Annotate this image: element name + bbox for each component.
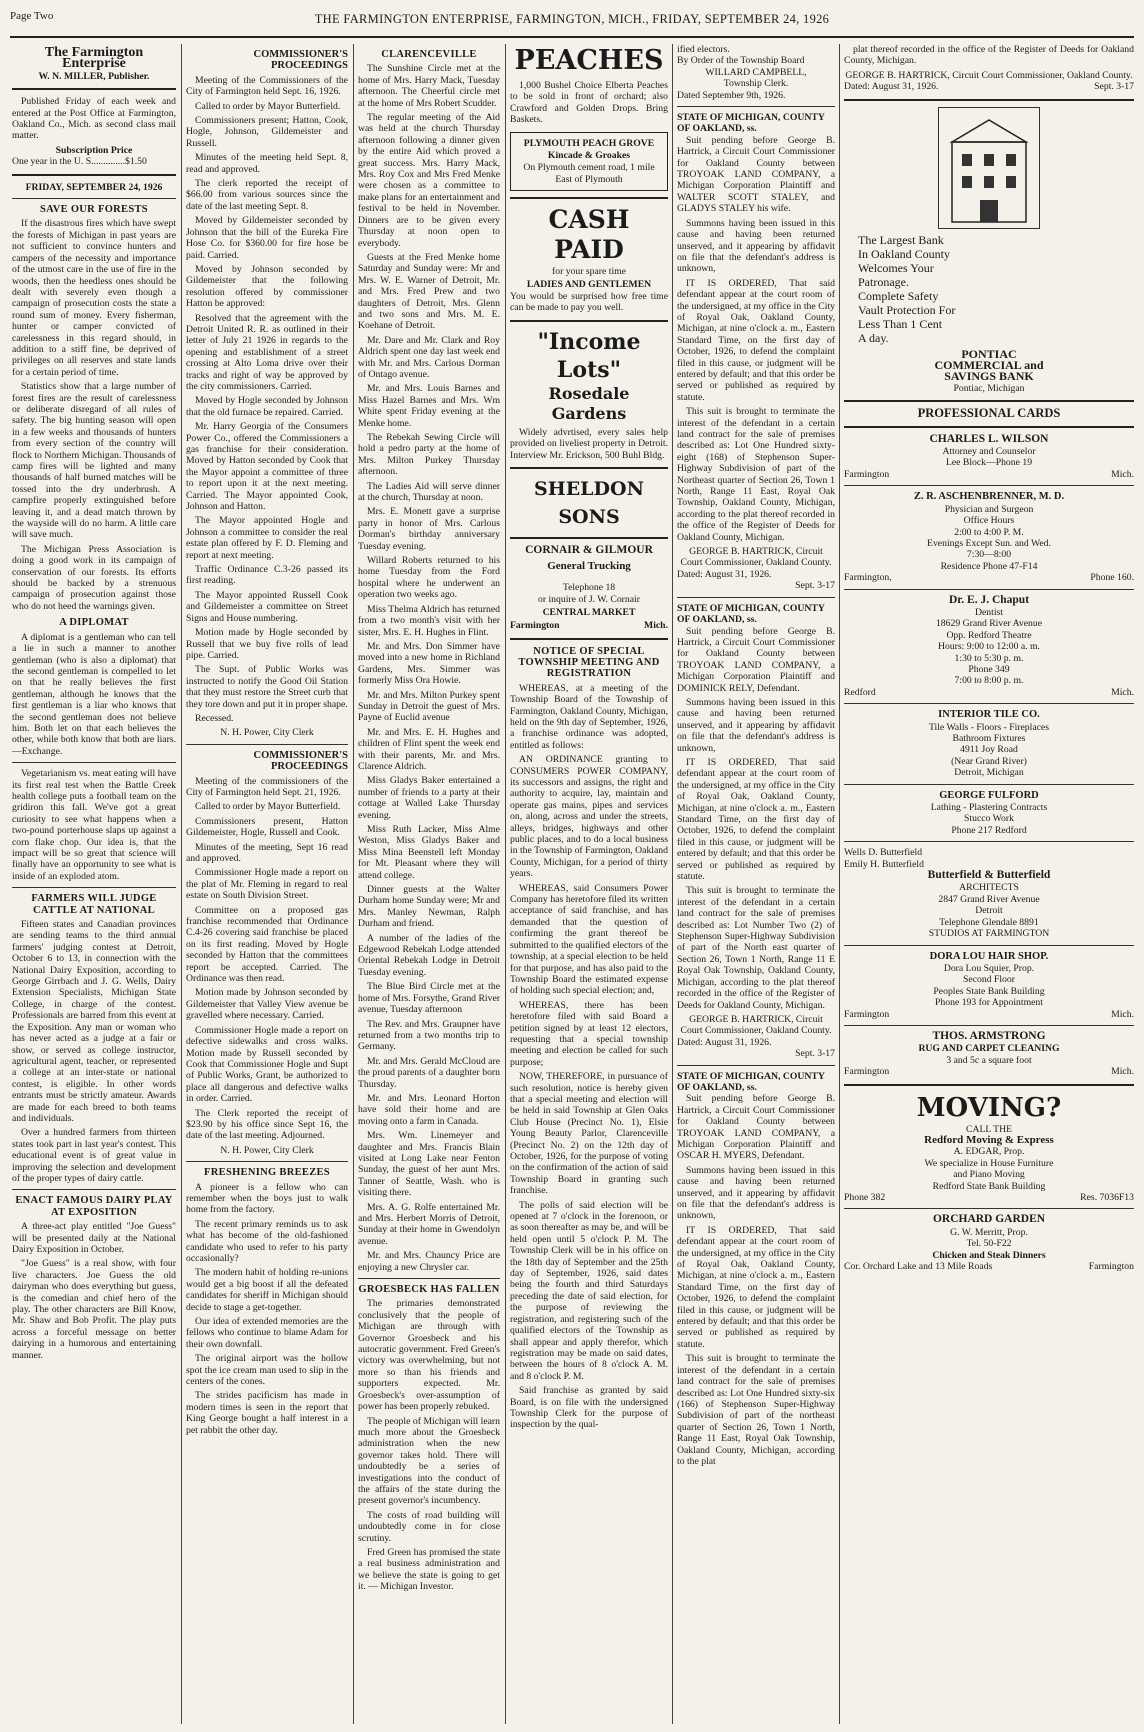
article-paragraph: Mr. and Mrs. Louis Barnes and Miss Hazel Barnes and Mrs. Wm White spent Friday evening at the Menke home. [358,383,500,429]
article-paragraph: Our idea of extended memories are the fellows who continue to blame Adam for their own downfall. [186,1316,348,1350]
article-paragraph: A diplomat is a gentleman who can tell a lie in such a manner to another gentleman (who is also a diplomat) that the second gentleman is compelled to let on that he really believes the first gentleman, although he knows that the first gentleman is a liar who knows that the second gentleman does not believe him. Both let on that each believes the other, while both know that both are liars.—Exchange. [12,631,176,757]
article-paragraph: The Ladies Aid will serve dinner at the church, Thursday at noon. [358,480,500,504]
card-name: Z. R. ASCHENBRENNER, M. D. [913,491,1065,503]
legal-date: Dated: August 31, 1926. [844,81,939,93]
card-line: Dentist [975,606,1003,618]
card-fulford [844,790,1134,837]
card-aschenbrenner [844,491,1134,583]
sheldon-sons-ad: SHELDON SONS [534,478,644,529]
cash-ad-title: CASH PAID [548,205,630,265]
column-rule [181,44,182,1724]
card-line: Emily H. Butterfield [844,858,924,870]
card-line: 2:00 to 4:00 P. M. [954,526,1024,538]
article-paragraph: Statistics show that a large number of forest fires are the result of carelessness or deliberate disregard of all rules of safety. The big hunting season will open in a few weeks and thousands of hunters from every section of the country will flock to Northern Michigan. Thousands of camp fires will be lighted and many thousands of half burned matches will be tossed into the dry underbrush. A campfire properly extinguished before leaving it, and a dead match thrown by the wayside will do no harm. A little care will save much. [12,381,176,541]
card-line: STUDIOS AT FARMINGTON [928,928,1050,940]
bank-line: Welcomes Your [858,260,934,275]
article-paragraph: The Rev. and Mrs. Graupner have returned from a two months trip to Germany. [358,1018,500,1053]
article-paragraph: The Mayor appointed Russell Cook and Gildemeister a committee on Street Signs and House numbering. [186,589,348,624]
card-line: Phone 193 for Appointment [935,997,1043,1009]
article-paragraph: The polls of said election will be opened at 7 o'clock in the forenoon, or as soon thereafter as may be, and will be held open until 5 o'clock P. M. The Township Clerk will be in his office on the 18th day of September and the 25th day of September, 1926, said dates being the fourth and third Saturdays preceding the date of said election, for the purpose of reviewing the registration, and registering such of the qualified electors of the Township as shall appear and apply therefor, which registration may be made on said dates, between the hours of 8 o'clock A. M. and 8 o'clock P. M. [510,1199,668,1382]
article-paragraph: Mrs. A. G. Rolfe entertained Mr. and Mrs. Herbert Morris of Detroit, Sunday at their home in Gwendolyn avenue. [358,1201,500,1247]
article-paragraph: Willard Roberts returned to his home Tuesday from the Ford hospital where he underwent an operation two weeks ago. [358,555,500,601]
article-paragraph: The modern habit of holding re-unions would get a big boost if all the defeated candidates for sheriff in Michigan should decide to stage a get-together. [186,1267,348,1313]
column-rule [505,44,506,1724]
article-paragraph: Recessed. [195,712,234,724]
bank-name: SAVINGS BANK [944,369,1034,384]
article-paragraph: A three-act play entitled "Joe Guess" will be presented daily at the National Dairy Exposition in October. [12,1221,176,1255]
legal-notice-head: STATE OF MICHIGAN, COUNTY OF OAKLAND, ss. [677,602,825,626]
card-address: Cor. Orchard Lake and 13 Mile Roads [844,1261,993,1273]
article-paragraph: Commissioners present; Hatton, Cook, Hogle, Johnson, Gildemeister and Russell. [186,115,348,149]
article-paragraph: The clerk reported the receipt of $66.00 from various sources since the date of the last meeting Sept. 8. [186,178,348,212]
card-line: Office Hours [963,515,1015,527]
article-paragraph: This suit is brought to terminate the interest of the defendant in a certain land contract for the sale of premises described as: Lot One Hundred sixty-six (166) of Stephenson Super-Highway Subdivision of part of the northeast quarter of Section 26, Town 1 North, Range 11 East, Royal Oak Township, Oakland County, Michigan, according to the plat [677,1353,835,1467]
article-paragraph: Mr. and Mrs. Don Simmer have moved into a new home in Richland Gardens, Mrs. Simmer was formerly Miss Ora Howie. [358,640,500,687]
card-moving [844,1092,1134,1204]
article-paragraph: Mr. and Mrs. Leonard Horton have sold their home and are moving onto a farm in Canada. [358,1092,500,1127]
card-state: Mich. [1111,686,1134,698]
article-paragraph: Resolved that the agreement with the Detroit United R. R. as outlined in their letter of July 21 1926 in regards to the opening and establishment of a street crossing at Alto Loma drive over their tracks and right of way be approved by the city commissioners. Carried. [186,312,348,392]
card-line: Tel. 50-F22 [966,1238,1012,1250]
signature: N. H. Power, City Clerk [220,1144,314,1156]
article-paragraph: Fifteen states and Canadian provinces are sending teams to the third annual farmers' judging contest at Detroit, October 6 to 13, in connection with the National Dairy Exposition, according to George Girrbach and J. G. Wells, Dairy Extension Specialists, Michigan State College, in charge of the contest. Professionals are barred from this event at the Exposition. Any man or woman who has never acted as a judge at a fair or show, or served as college instructor, agricultural agent, teacher, or represented a college at an inter-state or national contest, is eligible. In other words entrants must be strictly amateur. Awards are made for each breed to both teams and individuals. [12,919,176,1124]
article-paragraph: This suit is brought to terminate the interest of the defendant in a certain land contract for the sale of premises described as: Lot Number Two (2) of Stephenson Super-Highway Subdivision of part of the North east quarter of Section 26, Town 1 North, Range 11 E Royal Oak Township, Oakland County, Michigan, according to the plat thereof recorded in the office of the Register of Deeds for Oakland County, Michigan. [677,885,835,1011]
trucking-inquire: or inquire of J. W. Cornair [538,594,640,606]
article-paragraph: WHEREAS, there has been heretofore filed with said Board a petition signed by at least 12 electors, requesting that a special township meeting and election be called for such purpose; [510,999,668,1068]
legal-signature: GEORGE B. HARTRICK, Circuit Court Commissioner, Oakland County. [845,69,1133,81]
article-paragraph: The recent primary reminds us to ask what has become of the old-fashioned candidate who used to refer to his party occasionally? [186,1218,348,1264]
card-line: Tile Walls - Floors - Fireplaces [928,721,1050,733]
card-city: Farmington, [844,572,892,584]
bank-ad-text [844,233,1134,345]
article-headline: NOTICE OF SPECIAL TOWNSHIP MEETING AND REGISTRATION [518,645,660,680]
article-paragraph: Mr. Dare and Mr. Clark and Roy Aldrich spent one day last week end with Mr. and Mrs. Carlous Dorman of Ontago avenue. [358,334,500,380]
notice-order: By Order of the Township Board [677,55,805,67]
card-wilson [844,434,1134,481]
card-name: THOS. ARMSTRONG [932,1029,1046,1042]
clerk-signature: WILLARD CAMPBELL, [705,66,807,78]
article-paragraph: Suit pending before George B. Hartrick, a Circuit Court Commissioner for Oakland County between TROYOAK LAND COMPANY, a Michigan Corporation Plaintiff and WALTER SCOTT STALEY, and GLADYS STALEY his wife. [677,134,835,215]
column-6 [844,44,1134,1724]
article-paragraph: Minutes of the meeting held Sept. 8, read and approved. [186,152,348,175]
card-phone: Phone 382 [844,1192,886,1203]
card-location [844,469,1134,480]
card-city: Farmington [844,1066,890,1078]
issue-date: FRIDAY, SEPTEMBER 24, 1926 [25,181,163,193]
article-paragraph: Suit pending before George B. Hartrick, a Circuit Court Commissioner for Oakland County between TROYOAK LAND COMPANY, a Michigan Corporation Plaintiff and OSCAR H. MYERS, Defendant. [677,1093,835,1162]
card-line: Second Floor [963,974,1015,986]
trucking-market: CENTRAL MARKET [542,606,636,618]
notice-continued: ified electors. [677,44,730,55]
column-rule [839,44,840,1724]
bank-line: Vault Protection For [858,302,956,317]
card-line: (Near Grand River) [951,755,1027,767]
card-line: Telephone Glendale 8891 [939,916,1039,928]
article-paragraph: This suit is brought to terminate the interest of the defendant in a certain land contract for the sale of premises described as: Lot One Hundred sixty-eight (168) of Stephenson Super-Highway Subdivision of part of the Northeast quarter of Section 26, Town 1 North, Range 11 East, Royal Oak Township, Oakland County, Michigan, according to the plat thereof recorded in the office of the Register of Deeds for Oakland County, Michigan. [677,406,835,543]
peaches-ad-body: 1,000 Bushel Choice Elberta Peaches to be sold in front of orchard; also Crawford and Golden Drops. Bring Baskets. [510,80,668,126]
cash-ad-line: for your spare time [552,266,626,278]
article-paragraph: Commissioner Hogle made a report on defective sidewalks and cross walks. Motion made by Russell seconded by Cook that Commissioner Hogle and Supt of Public Works, Grant, be authorized to place all dangerous and defective walks in order. Carried. [186,1024,348,1105]
subscription-price: One year in the U. S..............$1.50 [12,156,147,168]
card-name: DORA LOU HAIR SHOP. [929,950,1049,962]
clerk-title: Township Clerk. [723,78,789,90]
article-paragraph: The Sunshine Circle met at the home of Mrs. Harry Mack, Tuesday afternoon. The Cheerful circle met at the home of Mrs Robert Scudder. [358,63,500,109]
card-line: Peoples State Bank Building [933,985,1045,997]
card-line: Phone 217 Redford [951,824,1027,836]
article-paragraph: Mr. and Mrs. Chauncy Price are enjoying a new Chrysler car. [358,1250,500,1273]
bank-city: Pontiac, Michigan [953,382,1025,394]
legal-ref: Sept. 3-17 [795,1048,835,1060]
article-paragraph: WHEREAS, said Consumers Power Company has heretofore filed its written acceptance of said franchise, and has demanded that the question of confirming the grant thereof be submitted to the qualified electors of the township, at a special election to be held for that purpose, and has also paid to the Township Board the estimated expense of holding such special election; and, [510,882,668,997]
income-lots-body: Widely advrtised, every sales help provided on liveliest property in Detroit. Interview Mr. Erickson, 500 Buhl Bldg. [510,426,668,461]
card-line: Dora Lou Squier, Prop. [943,962,1035,974]
card-line: G. W. Merritt, Prop. [950,1226,1028,1238]
column-rule [353,44,354,1724]
article-paragraph: IT IS ORDERED, That said defendant appear at the court room of the undersigned, at my office in the City of Royal Oak, Oakland County, Michigan, at nine o'clock a. m., Eastern Standard Time, on the first day of October, 1926, to defend the complaint filed in this cause, or judgment will be entered by default; and that this order be served or published as required by statute. [677,277,835,403]
card-line: Physician and Surgeon [944,503,1034,515]
card-line: Redford Moving & Express [924,1133,1054,1146]
card-line: Lee Block—Phone 19 [945,457,1033,469]
article-paragraph: Called to order by Mayor Butterfield. [195,100,341,112]
peach-grove-ad [510,132,668,192]
legal-signature: GEORGE B. HARTRICK, Circuit Court Commissioner, Oakland County. [680,546,832,569]
article-paragraph: If the disastrous fires which have swept the forests of Michigan in past years are not sufficient to convince hunters and campers of the necessity and importance of the utmost care in the use of fire in the woods, then the heedless ones should be dealt with severely even though a campaign of prosecution costs the state a round sum of money. Every fisherman, hunter or camper convicted of carelessness in this regard should, in addition to a stiff fine, be deprived of privileges on all reserves and state lands for a certain period of time. [12,218,176,378]
column-3 [358,44,500,1724]
bank-line: In Oakland County [858,246,950,261]
article-paragraph: The primaries demonstrated conclusively that the people of Michigan are through with Governor Groesbeck and his autocratic government. Fred Green's victory was overwhelming, but not more so than his friends and supporters expected. Mr. Groesbeck's over-assumption of power has been properly rebuked. [358,1298,500,1413]
article-paragraph: The Supt. of Public Works was instructed to notify the Good Oil Station that they must restore the Street curb that they tore down and put it in proper shape. [186,664,348,710]
trucking-label: General Trucking [547,559,631,572]
card-dora-lou [844,951,1134,1020]
card-location [844,1009,1134,1020]
legal-date: Dated: August 31, 1926. [677,568,772,580]
article-paragraph: Committee on a proposed gas franchise recommended that Ordinance C.4-26 covering said franchise be placed on its first reading. Moved by Hogle seconded by Hatton that the committees report be accepted. Carried. The Ordinance was then read. [186,904,348,985]
article-paragraph: The Rebekah Sewing Circle will hold a pedro party at the home of Mrs. Milton Purkey Thursday afternoon. [358,432,500,478]
page-number: Page Two [10,10,54,22]
column-rule [672,44,673,1724]
bank-name: COMMERCIAL and [934,358,1044,373]
article-paragraph: "Joe Guess" is a real show, with four live characters. Joe Guess the old dairyman who does everything but guess, is the comedian and chief hero of the play. The other characters are Bill Know, Mr. Shaw and Bob Profit. The play puts across a forceful message on better dairying in a humorous and entertaining manner. [12,1258,176,1361]
income-lots-title: "Income Lots" [537,328,641,383]
article-paragraph: Meeting of the Commissioners of the City of Farmington held Sept. 16, 1926. [186,74,348,98]
article-paragraph: The Mayor appointed Hogle and Johnson a committee to consider the real estate plan offered by F. D. Fleming and report at next meeting. [186,515,348,561]
article-paragraph: Moved by Hogle seconded by Johnson that the old furnace be repaired. Carried. [186,395,348,418]
card-line: Chicken and Steak Dinners [932,1249,1046,1261]
card-phone: Res. 7036F13 [1080,1192,1134,1203]
card-line: Lathing - Plastering Contracts [930,802,1048,814]
card-name: CHARLES L. WILSON [929,432,1049,445]
card-line: 7:00 to 8:00 p. m. [954,675,1024,687]
article-headline: CLARENCEVILLE [381,49,477,60]
cash-ad-line: You would be surprised how free time can be made to pay you well. [510,291,668,314]
card-line: We specialize in House Furniture [924,1157,1054,1169]
article-paragraph: The strides pacificism has made in modern times is seen in the report that King George bought a half interest in a pet rabbit the other day. [186,1390,348,1436]
cash-ad-line: LADIES AND GENTLEMEN [526,278,652,290]
bank-line: Less Than 1 Cent [858,316,943,331]
trucking-city: Farmington [510,620,560,632]
article-paragraph: Said franchise as granted by said Board, is on file with the undersigned Township Clerk for the purpose of inspection by the qual- [510,1385,668,1431]
card-state: Mich. [1111,1008,1134,1020]
column-1 [12,44,176,1724]
card-line: 2847 Grand River Avenue [938,893,1040,905]
card-orchard-garden [844,1214,1134,1272]
card-line: Hours: 9:00 to 12:00 a. m. [938,641,1040,653]
article-headline: A DIPLOMAT [59,617,129,629]
legal-ref: Sept. 3-17 [1094,81,1134,93]
card-line: RUG AND CARPET CLEANING [918,1043,1060,1055]
article-headline: GROESBECK HAS FALLEN [358,1284,500,1296]
article-paragraph: Traffic Ordinance C.3-26 passed its first reading. [186,564,348,587]
column-2 [186,44,348,1724]
bank-line: Complete Safety [858,288,939,303]
article-paragraph: Meeting of the commissioners of the City of Farmington held Sept. 21, 1926. [186,775,348,798]
card-line: Bathroom Fixtures [952,733,1026,744]
card-line: 1:30 to 5:30 p. m. [954,652,1024,664]
article-paragraph: Miss Ruth Lacker, Miss Alme Weston, Miss Gladys Baker and Miss Mina Beenstell left Monday for Mt. Pleasant where they will attend college. [358,824,500,881]
article-paragraph: Mr. and Mrs. Milton Purkey spent Sunday in Detroit the guest of Mrs. Payne of Euclid avenue [358,689,500,724]
article-paragraph: A pioneer is a fellow who can remember when the boys just to walk home from the factory. [186,1181,348,1216]
card-line: Redford State Bank Building [932,1180,1046,1192]
article-paragraph: Mr. and Mrs. Gerald McCloud are the proud parents of a daughter born Thursday. [358,1055,500,1090]
article-paragraph: Motion made by Hogle seconded by Russell that we buy five rolls of lead pipe. Carried. [186,627,348,661]
article-paragraph: NOW, THEREFORE, in pursuance of such resolution, notice is hereby given that a special meeting and election will be held in said Township at Glen Oaks Club House (Precinct No. 1), Elsie Young Beauty Parlor, Clarenceville (Precinct No. 2) on the 12th day of October, 1926, for the purpose of voting on the confirmation of the action of said Township Board in granting such franchise. [510,1071,668,1197]
legal-date-row [844,81,1134,92]
article-paragraph: Mr. Harry Georgia of the Consumers Power Co., offered the Commissioners a gas franchise for their consideration. Moved by Hatton seconded by Cook that the Mayor appoint a committee of three to report upon it at the next meeting. Carried. The Mayor appointed Cook, Johnson and Hatton. [186,421,348,513]
card-line: Phone 349 [968,663,1010,675]
subscription-label: Subscription Price [55,144,133,156]
card-state: Mich. [1111,468,1134,480]
card-phones [844,1192,1134,1203]
professional-cards-heading: PROFESSIONAL CARDS [917,406,1061,421]
card-location [844,1066,1134,1077]
article-paragraph: Mrs. E. Monett gave a surprise party in honor of Mrs. Carlous Dorman's birthday anniversary Tuesday evening. [358,506,500,552]
page-masthead [10,6,1134,38]
masthead-title: THE FARMINGTON ENTERPRISE, FARMINGTON, MICH., FRIDAY, SEPTEMBER 24, 1926 [314,12,830,26]
article-paragraph: The original airport was the hollow spot the ice cream man used to slip in the centers of the cones. [186,1353,348,1388]
article-paragraph: Commissioners present, Hatton Gildemeister, Hogle, Russell and Cook. [186,815,348,839]
card-armstrong [844,1031,1134,1078]
notice-date: Dated September 9th, 1926. [677,89,786,101]
column-5 [677,44,835,1724]
trucking-location [510,620,668,631]
card-line: 7:30—8:00 [966,549,1012,561]
peach-grove-location: On Plymouth cement road, 1 mile East of Plymouth [523,162,655,185]
card-location [844,572,1134,583]
article-paragraph: IT IS ORDERED, That said defendant appear at the court room of the undersigned, at my office in the City of Royal Oak, Oakland County, Michigan, at nine o'clock a. m., Eastern Standard Time, on the first day of October, 1926, to defend the complaint filed in this cause, or judgment will be entered by default; and that this order be served or published as required by statute. [677,756,835,883]
article-paragraph: The regular meeting of the Aid was held at the church Thursday afternoon following a dinner given by the entire Aid which proved a great success. Mrs. Harry Mack, Mrs. Roy Cox and Mrs Fred Menke were chosen as a committee to make plans for an entertainment and festival to be held in November. Dinners are to be given every Thursday at noon open to everybody. [358,112,500,249]
card-line: Evenings Except Sun. and Wed. [927,537,1051,549]
card-name: GEORGE FULFORD [939,789,1039,801]
card-city: Farmington [1088,1261,1134,1273]
card-line: Stucco Work [964,813,1014,825]
article-paragraph: The people of Michigan will learn much more about the Groesbeck administration when the new governor takes hold. There will undoubtedly be a series of investigations into the conduct of the affairs of the state during the present governor's incumbency. [358,1415,500,1507]
card-line: and Piano Moving [953,1169,1025,1181]
card-line: Detroit, Michigan [954,767,1024,779]
article-paragraph: Vegetarianism vs. meat eating will have its first real test when the Battle Creek health college puts a football team on the gridiron this fall. We've got a great curiosity to see what happens when a two-pound porterhouse slaps up against a corn flake chop. Our idea is, that the impact will be so great that science will finally have an opportunity to see what is inside of an exploded atom. [12,768,176,882]
legal-signature: GEORGE B. HARTRICK, Circuit Court Commissioner, Oakland County. [680,1013,832,1037]
card-city: Redford [844,686,876,698]
card-chaput [844,595,1134,699]
card-name: ORCHARD GARDEN [932,1213,1046,1226]
article-paragraph: Summons having been issued in this cause and having been returned unserved, and it appearing by affidavit on file that the defendant's address is unknown, [677,217,835,275]
bank-name: PONTIAC [961,346,1017,361]
card-phone: Phone 160. [1090,572,1134,584]
income-lots-subtitle: Rosedale Gardens [548,383,630,423]
peach-grove-name: PLYMOUTH PEACH GROVE [523,137,655,149]
article-paragraph: plat thereof recorded in the office of the Register of Deeds for Oakland County, Michigan. [844,44,1134,67]
article-paragraph: Commissioner Hogle made a report on the plat of Mr. Fleming in regard to real estate on South Division Street. [186,867,348,902]
article-paragraph: Miss Gladys Baker entertained a number of friends to a party at their cottage at Walled Lake Thursday evening. [358,775,500,821]
article-headline: COMMISSIONER'S PROCEEDINGS [253,749,348,773]
bank-line: A day. [858,330,889,345]
card-line: CALL THE [965,1123,1012,1135]
publication-notice: Published Friday of each week and entered at the Post Office at Farmington, Oakland Co., Mich. as second class mail matter. [12,96,176,142]
article-paragraph: Dinner guests at the Walter Durham home Sunday were; Mr and Mrs. Manley Newman, Ralph Durham and friend. [358,884,500,930]
peaches-ad-title: PEACHES [514,45,664,76]
trucking-phone: Telephone 18 [562,581,616,593]
legal-notice-head: STATE OF MICHIGAN, COUNTY OF OAKLAND, ss. [677,1070,825,1093]
article-paragraph: Summons having been issued in this cause and having been returned unserved, and it appearing by affidavit on file that the defendant's address is unknown, [677,696,835,754]
article-paragraph: The Blue Bird Circle met at the home of Mrs. Forsythe, Grand River avenue, Tuesday afternoon [358,981,500,1016]
bank-line: Patronage. [858,274,909,289]
trucking-state: Mich. [644,620,668,632]
legal-notice-head: STATE OF MICHIGAN, COUNTY OF OAKLAND, ss. [677,112,825,135]
paper-name: The Farmington Enterprise [44,45,144,72]
article-paragraph: Mr. and Mrs. E. H. Hughes and children of Flint spent the week end with their parents, Mr. and Mrs. Clarence Aldrich. [358,726,500,772]
article-paragraph: Motion made by Johnson seconded by Gildemeister that Valley View avenue be gravelled where necessary. Carried. [186,987,348,1022]
column-4 [510,44,668,1724]
card-interior-tile [844,709,1134,778]
article-paragraph: Guests at the Fred Menke home Saturday and Sunday were: Mr and Mrs. W. E. Warner of Detroit, Mr. and Mrs. Fred Prew and two daughters of Detroit, Mrs. Glenn and two sons and Mrs. M. E. Koehane of Detroit. [358,251,500,332]
article-headline: ENACT FAMOUS DAIRY PLAY AT EXPOSITION [15,1195,173,1218]
article-headline: FRESHENING BREEZES [204,1167,330,1179]
article-headline: SAVE OUR FORESTS [40,204,148,216]
article-paragraph: Over a hundred farmers from thirteen states took part in last year's contest. This educational event is of great value in improving the selection and development of the proper types of dairy cattle. [12,1127,176,1184]
article-paragraph: The Michigan Press Association is doing a good work in its campaign of conservation of our forests. Its efforts should be backed by a strenuous campaign of prosecution against those who do not heed the warnings given. [12,543,176,612]
card-line: Opp. Redford Theatre [946,629,1032,641]
bank-building-illustration [938,107,1040,229]
legal-ref: Sept. 3-17 [795,580,835,592]
article-paragraph: The Clerk reported the receipt of $23.90 by his office since Sept 16, the date of the last meeting. Adjourned. [186,1107,348,1142]
article-paragraph: Called to order by Mayor Butterfield. [195,801,341,813]
card-line: 3 and 5c a square foot [946,1054,1032,1066]
card-line: 4911 Joy Road [960,744,1018,756]
card-location [844,687,1134,698]
bank-building-icon [944,112,1034,224]
card-line: Attorney and Counselor [942,446,1036,458]
article-paragraph: The costs of road building will undoubtedly come in for close scrutiny. [358,1509,500,1544]
article-headline: COMMISSIONER'S PROCEEDINGS [253,49,348,72]
card-line: Detroit [975,905,1003,917]
article-paragraph: Fred Green has promised the state a real business administration and we believe the state is going to get it. — Michigan Investor. [358,1546,500,1593]
card-line: Wells D. Butterfield [844,847,923,859]
article-headline: FARMERS WILL JUDGE CATTLE AT NATIONAL [31,893,157,916]
cornair-gilmour-name: CORNAIR & GILMOUR [525,544,653,557]
card-butterfield [844,847,1134,939]
card-state: Mich. [1111,1066,1134,1078]
card-line: ARCHITECTS [959,882,1019,894]
article-paragraph: IT IS ORDERED, That said defendant appear at the court room of the undersigned, at my office in the City of Royal Oak, Oakland County, Michigan, at nine o'clock a. m., Eastern Standard Time, on the first day of October, 1926, to defend the complaint filed in this cause, or judgment will be entered by default; and that this order be served or published as required by statute. [677,1224,835,1350]
article-paragraph: Summons having been issued in this cause and having been returned unserved, and it appearing by affidavit on file that the defendant's address is unknown, [677,1164,835,1222]
article-paragraph: AN ORDINANCE granting to CONSUMERS POWER COMPANY, its successors and assigns, the right and authority to acquire, lay, maintain and operate gas mains, pipes and services on, along, across and under the streets, alleys, bridges, highways and other public places, and to do a local business in the Township of Farmington, Oakland County, Michigan, for a period of thirty years. [510,754,668,880]
legal-date: Dated: August 31, 1926. [677,1036,772,1048]
article-paragraph: Miss Thelma Aldrich has returned from a two month's visit with her sister, Mrs. E. H. Hughes in Flint. [358,603,500,638]
article-paragraph: WHEREAS, at a meeting of the Township Board of the Township of Farmington, Oakland County, Michigan, held on the 9th day of September, 1926, a franchise ordinance was adopted, entitled as follows: [510,682,668,751]
article-paragraph: Minutes of the meeting, Sept 16 read and approved. [186,841,348,864]
article-paragraph: Mrs. Wm. Linemeyer and daughter and Mrs. Francis Blain visited at Long Lake near Fenton Sunday, the guest of her aunt Mrs. Tanner of Seattle, Wash. who is visiting there. [358,1130,500,1199]
article-paragraph: Suit pending before George B. Hartrick, a Circuit Court Commissioner for Oakland County between TROYOAK LAND COMPANY, a Michigan Corporation Plaintiff and DOMINICK RELY, Defendant. [677,625,835,694]
peach-grove-owners: Kincade & Groakes [547,150,631,162]
article-paragraph: Moved by Gildemeister seconded by Johnson that the bill of the Eureka Fire Hose Co. for $360.00 for fire hose be paid. Carried. [186,215,348,261]
card-city: Farmington [844,468,890,480]
card-line: A. EDGAR, Prop. [953,1146,1025,1158]
card-location [844,1261,1134,1272]
article-paragraph: Moved by Johnson seconded by Gildemeister that the following resolution offered by commissioner Hatton be approved: [186,263,348,310]
card-name: Dr. E. J. Chaput [948,593,1030,606]
card-line: 18629 Grand River Avenue [935,618,1043,630]
article-paragraph: A number of the ladies of the Edgewood Rebekah Lodge attended Oriental Rebekah Lodge in Detroit Tuesday evening. [358,932,500,978]
publisher: W. N. MILLER, Publisher. [38,70,150,82]
card-line: Residence Phone 47-F14 [940,560,1038,572]
moving-title: MOVING? [916,1092,1062,1123]
card-city: Farmington [844,1008,890,1020]
card-name: Butterfield & Butterfield [927,869,1051,882]
signature: N. H. Power, City Clerk [220,727,314,739]
bank-line: The Largest Bank [858,232,944,247]
card-name: INTERIOR TILE CO. [938,709,1040,721]
